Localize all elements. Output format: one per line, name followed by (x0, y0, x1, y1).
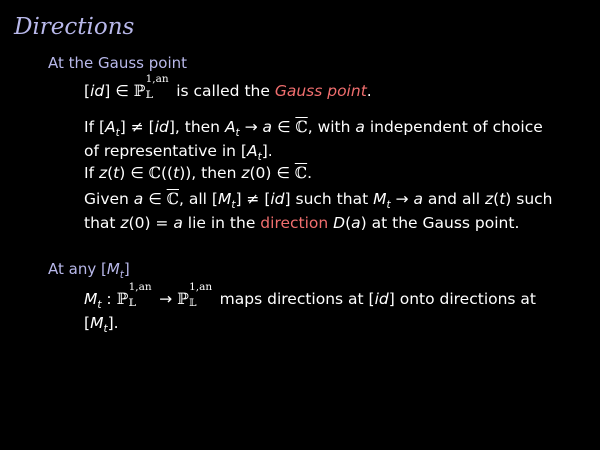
section-heading-any-mt: At any $[M_t]$ (48, 260, 130, 281)
gauss-point-term: Gauss point (274, 82, 367, 100)
item-laurent-series: If z(t) ∈ ℂ((t)), then z(0) ∈ ℂ. (84, 164, 313, 182)
item-direction-definition: Given a ∈ ℂ, all $[M_t] \ne [id]$ such that $M_t \to a$ and all z(t) such that z(0) = a lie in the direction D(a) at the Gauss point. (84, 190, 553, 232)
item-limit-independence: If $[A_t] \ne [id]$, then $A_t \to a$ ∈ ℂ, with a independent of choice of representative in $[A_t]$. (84, 118, 543, 163)
section-heading-gauss-point: At the Gauss point (48, 54, 188, 72)
slide-title: Directions (14, 14, 135, 40)
projective-line-symbol: ℙ 1,an 𝕃 (133, 73, 169, 101)
item-map-directions: $M_t$ : ℙ 1,an 𝕃 → ℙ 1,an 𝕃 maps directions at [id] onto directions at $[M_t]$. (84, 281, 537, 335)
direction-term: direction (260, 214, 329, 232)
item-gauss-point-definition: [id] ∈ ℙ 1,an 𝕃 is called the Gauss point. (84, 73, 372, 101)
